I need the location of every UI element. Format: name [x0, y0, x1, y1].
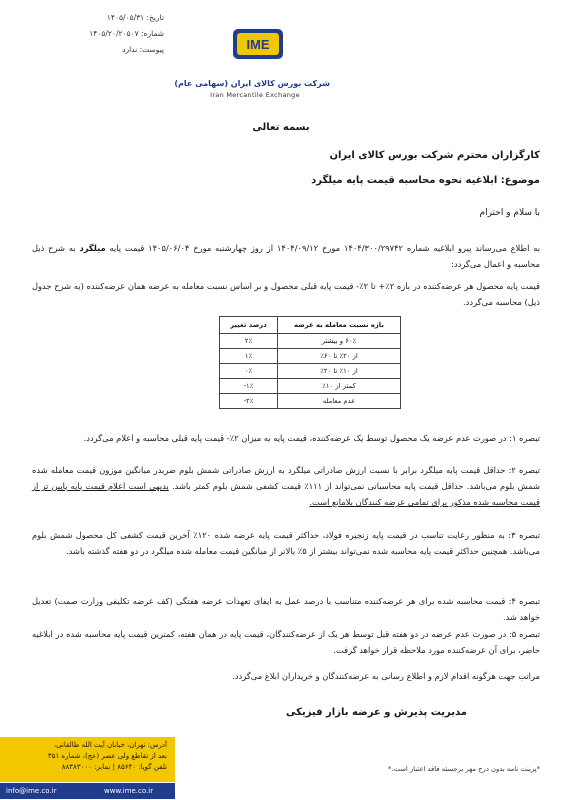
table-row [220, 349, 401, 364]
footer-bar [0, 783, 175, 799]
intro-bold-word: میلگرد [79, 243, 106, 253]
address-phones: تلفن گویا: ۸۵۶۴۰ | نمابر: ۸۸۳۸۳۰۰۰ [61, 763, 167, 771]
note-2-underlined: بدیهی است اعلام قیمت پایه پایین تر از قیمت محاسبه شده مذکور برای تمامی عرضه کنندگان بلامانع است. [32, 481, 540, 507]
table-cell-change: ۰٪ [220, 364, 278, 379]
table-cell-change: ۱٪ [220, 349, 278, 364]
table-row [220, 364, 401, 379]
note-2 [32, 462, 540, 510]
table-cell-ratio: از ۱۰٪ تا ۲۰٪ [277, 364, 400, 379]
footer-address [0, 737, 175, 782]
table-cell-change: ۲٪- [220, 394, 278, 409]
note-2-text: تبصره ۲: حداقل قیمت پایه میلگرد برابر با نسبت ارزش صادراتی میلگرد به ارزش صادراتی شمش بلوم ضربدر میانگین موزون قیمت معامله شده شمش بلوم می‌باشد. حداقل قیمت پایه محاسباتی نمی‌تواند از ۱۱۱٪ قیمت کشفی شمش بلوم کمتر باشد. [32, 465, 540, 491]
logo-text: IME [246, 37, 270, 52]
table-cell-ratio: عدم معامله [277, 394, 400, 409]
price-change-table [219, 316, 401, 409]
letter-date: تاریخ: ۱۴۰۵/۰۵/۳۱ [106, 13, 164, 22]
table-cell-ratio: ۶۰٪ و بیشتر [277, 334, 400, 349]
rule-paragraph: قیمت پایه محصول هر عرضه‌کننده در بازه ۲٪+ تا ۲٪- قیمت پایه قبلی محصول و بر اساس نسبت معامله به عرضه همان عرضه‌کننده (به شرح جدول ذیل) محاسبه می‌گردد. [32, 281, 540, 307]
note-1: تبصره ۱: در صورت عدم عرضه یک محصول توسط یک عرضه‌کننده، قیمت پایه به میزان ۲٪- قیمت پایه قبلی محاسبه و اعلام می‌گردد. [83, 433, 540, 443]
bismillah: بسمه تعالی [252, 122, 310, 133]
footer-email-link[interactable]: info@ime.co.ir [6, 787, 57, 795]
signature-title: مدیریت پذیرش و عرضه بازار فیزیکی [286, 707, 467, 718]
company-name-fa: شرکت بورس کالای ایران (سهامی عام) [174, 79, 330, 88]
footer-website-link[interactable]: www.ime.co.ir [104, 787, 154, 795]
table-cell-change: ۱٪- [220, 379, 278, 394]
subject: موضوع: ابلاغیه نحوه محاسبه قیمت پایه میلگرد [311, 175, 540, 186]
table-cell-change: ۲٪ [220, 334, 278, 349]
closing-paragraph: مراتب جهت هرگونه اقدام لازم و اطلاع رسانی به عرضه‌کنندگان و خریداران ابلاغ می‌گردد. [232, 671, 540, 681]
table-header-change: درصد تغییر [220, 317, 278, 334]
ime-logo [232, 28, 284, 60]
intro-paragraph [32, 240, 540, 272]
note-3: تبصره ۳: به منظور رعایت تناسب در قیمت پایه زنجیره فولاد، حداکثر قیمت پایه عرضه شده ۱۲۰٪ آخرین قیمت کشفی کل محصول شمش بلوم می‌باشد. همچنین حداکثر قیمت پایه محاسبه شده نمی‌تواند بیشتر از ۵٪ بالاتر از میانگین قیمت معامله شده میلگرد در دو هفته گذشته باشد. [32, 530, 540, 556]
table-row [220, 394, 401, 409]
table-row [220, 334, 401, 349]
table-header-row [220, 317, 401, 334]
address-line-1: آدرس: تهران، خیابان آیت الله طالقانی، [53, 741, 167, 749]
company-name-en: Iran Mercantile Exchange [210, 91, 300, 99]
footnote: *پرینت نامه بدون درج مهر برجسته فاقد اعتبار است.* [387, 765, 540, 773]
intro-text-1: به اطلاع می‌رساند پیرو ابلاغیه شماره ۱۴۰۴/۳۰۰/۲۹۷۴۲ مورخ ۱۴۰۴/۰۹/۱۲ از روز چهارشنبه مورخ ۱۴۰۵/۰۶/۰۴ قیمت پایه [105, 243, 541, 253]
note-5: تبصره ۵: در صورت عدم عرضه در دو هفته قبل توسط هر یک از عرضه‌کنندگان، قیمت پایه در همان هفته، کمترین قیمت پایه محاسبه شده در ابلاغیه حاضر، برای آن عرضه‌کننده مورد ملاحظه قرار خواهد گرفت. [32, 629, 540, 655]
intro-text-2: به شرح ذیل محاسبه و اعمال می‌گردد: [32, 243, 540, 269]
table-row [220, 379, 401, 394]
table-cell-ratio: از ۲۰٪ تا ۶۰٪ [277, 349, 400, 364]
table-cell-ratio: کمتر از ۱۰٪ [277, 379, 400, 394]
table-header-ratio: بازه نسبت معامله به عرضه [277, 317, 400, 334]
greeting: با سلام و احترام [479, 208, 540, 218]
recipient: کارگزاران محترم شرکت بورس کالای ایران [329, 150, 540, 161]
note-4: تبصره ۴: قیمت محاسبه شده برای هر عرضه‌کننده متناسب با درصد عمل به ایفای تعهدات عرضه هفتگی (کف عرضه تکلیفی وزارت صمت) تعدیل خواهد شد. [32, 596, 541, 622]
letter-number: شماره: ۱۴۰۵/۲۰/۲۰۵۰۷ [89, 29, 164, 38]
address-line-2: بعد از تقاطع ولی عصر (عج)، شماره ۳۵۱ [47, 752, 167, 760]
letter-meta [34, 10, 164, 58]
letter-attachment: پیوست: ندارد [122, 45, 164, 54]
